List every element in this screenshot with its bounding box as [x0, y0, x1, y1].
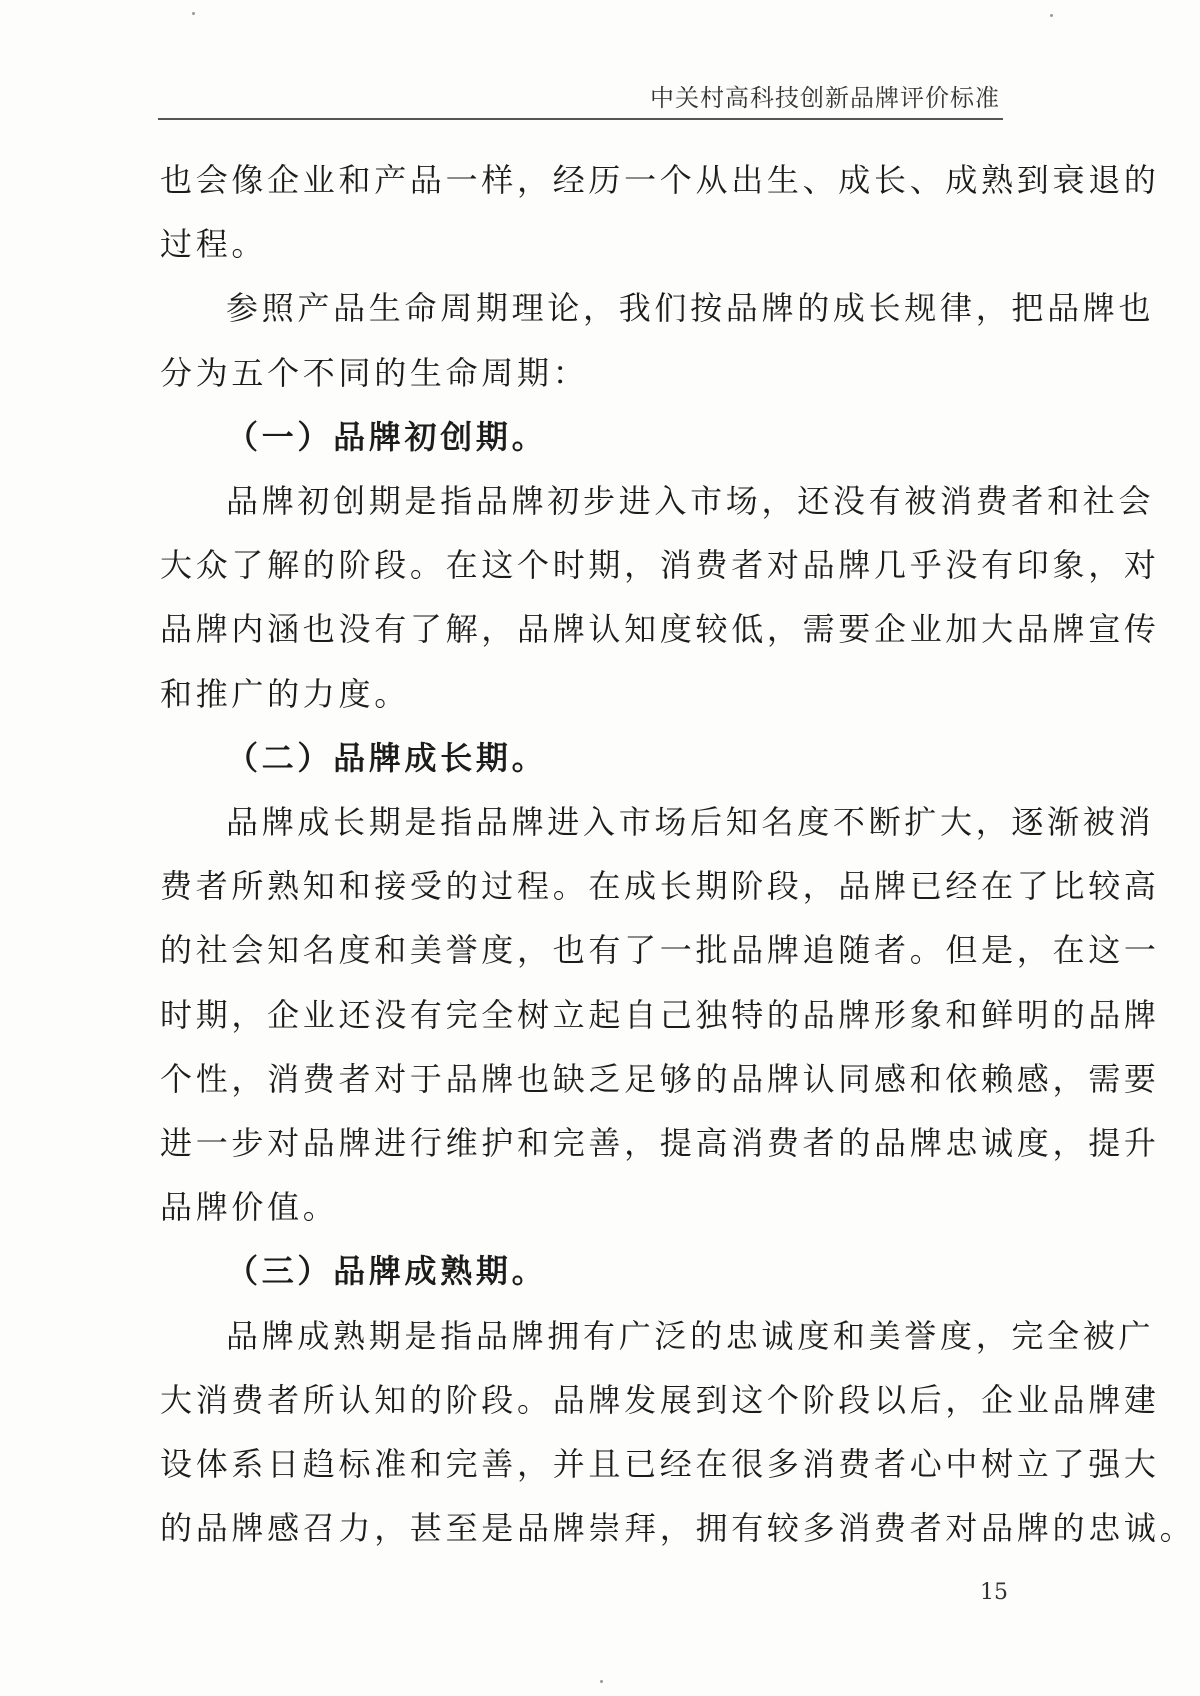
paragraph-start-line: 品牌成长期是指品牌进入市场后知名度不断扩大，逐渐被消 [226, 803, 1155, 842]
page-number: 15 [980, 1580, 1008, 1605]
section-heading-3: （三）品牌成熟期。 [226, 1252, 548, 1291]
text-line: 也会像企业和产品一样，经历一个从出生、成长、成熟到衰退的 [160, 161, 1160, 199]
text-line: 个性，消费者对于品牌也缺乏足够的品牌认同感和依赖感，需要 [160, 1059, 1160, 1098]
section-heading-2: （二）品牌成长期。 [226, 738, 548, 777]
scan-speck [600, 1680, 603, 1683]
text-line: 费者所熟知和接受的过程。在成长期阶段，品牌已经在了比较高 [160, 867, 1160, 906]
scan-speck [192, 12, 195, 15]
text-line: 时期，企业还没有完全树立起自己独特的品牌形象和鲜明的品牌 [160, 995, 1160, 1034]
text-line: 大众了解的阶段。在这个时期，消费者对品牌几乎没有印象，对 [160, 546, 1160, 585]
running-header: 中关村高科技创新品牌评价标准 [650, 84, 1000, 112]
header-rule [158, 118, 1003, 120]
text-line: 品牌价值。 [160, 1188, 339, 1227]
paragraph-start-line: 品牌初创期是指品牌初步进入市场，还没有被消费者和社会 [226, 482, 1155, 521]
section-heading-1: （一）品牌初创期。 [226, 417, 548, 456]
text-line: 过程。 [160, 225, 268, 264]
text-line: 的社会知名度和美誉度，也有了一批品牌追随者。但是，在这一 [160, 931, 1160, 970]
text-line: 设体系日趋标准和完善，并且已经在很多消费者心中树立了强大 [160, 1445, 1160, 1484]
text-line: 品牌内涵也没有了解，品牌认知度较低，需要企业加大品牌宣传 [160, 610, 1160, 649]
text-line: 分为五个不同的生命周期： [160, 353, 589, 392]
paragraph-start-line: 参照产品生命周期理论，我们按品牌的成长规律，把品牌也 [226, 289, 1155, 328]
text-line: 进一步对品牌进行维护和完善，提高消费者的品牌忠诚度，提升 [160, 1124, 1160, 1163]
text-line: 的品牌感召力，甚至是品牌崇拜，拥有较多消费者对品牌的忠诚。 [160, 1509, 1196, 1548]
text-line: 和推广的力度。 [160, 674, 410, 713]
scan-speck [1050, 14, 1053, 17]
paragraph-start-line: 品牌成熟期是指品牌拥有广泛的忠诚度和美誉度，完全被广 [226, 1316, 1155, 1355]
body-text [160, 148, 1196, 1560]
text-line: 大消费者所认知的阶段。品牌发展到这个阶段以后，企业品牌建 [160, 1380, 1160, 1419]
